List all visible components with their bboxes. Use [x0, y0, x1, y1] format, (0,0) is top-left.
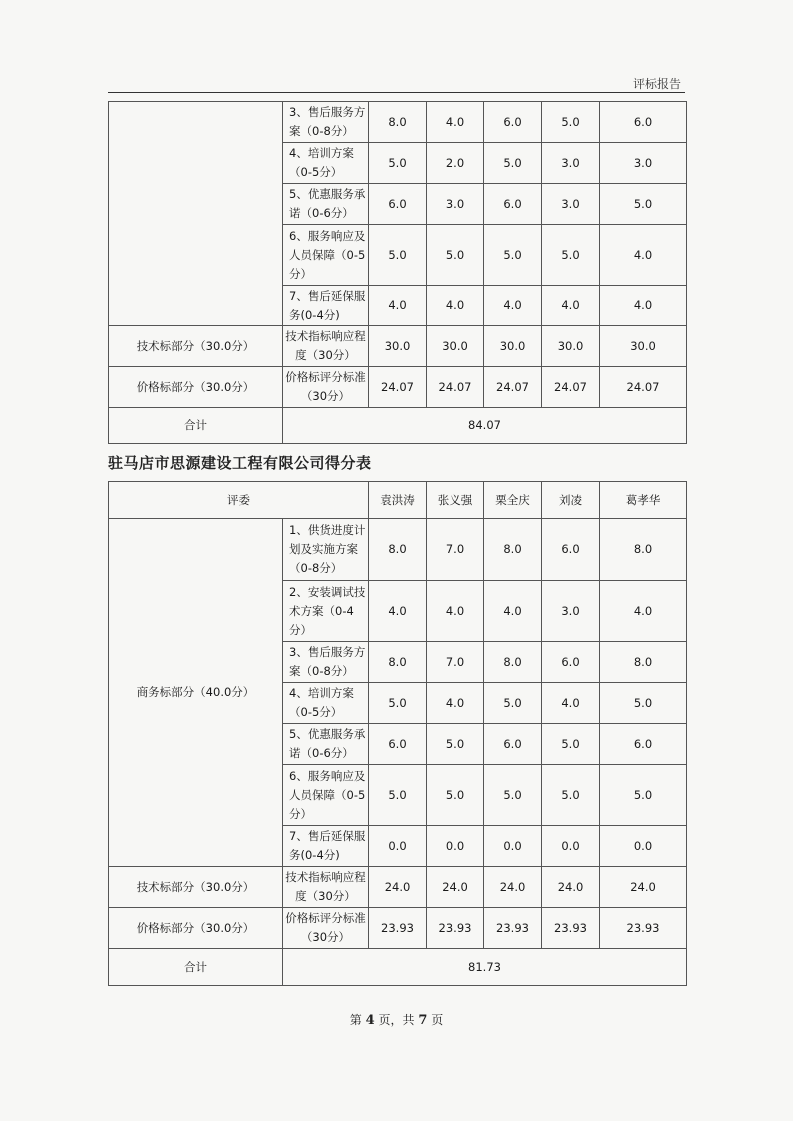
company-score-table	[108, 481, 687, 986]
score-cell: 5.0	[600, 683, 687, 724]
score-cell: 4.0	[542, 286, 600, 326]
score-cell: 24.07	[600, 367, 687, 408]
score-cell: 24.0	[542, 867, 600, 908]
score-cell: 5.0	[484, 143, 542, 184]
score-cell: 0.0	[542, 826, 600, 867]
criterion-cell: 技术指标响应程度（30分）	[283, 326, 369, 367]
score-cell: 4.0	[369, 581, 427, 642]
score-cell: 8.0	[369, 519, 427, 581]
score-cell: 4.0	[600, 225, 687, 286]
score-cell: 5.0	[484, 765, 542, 826]
score-cell: 4.0	[427, 581, 484, 642]
criterion-cell: 技术指标响应程度（30分）	[283, 867, 369, 908]
table-row	[109, 367, 687, 408]
judges-label: 评委	[109, 482, 369, 519]
judge-name: 刘凌	[542, 482, 600, 519]
total-row	[109, 949, 687, 986]
total-label: 合计	[109, 408, 283, 444]
criterion-cell: 价格标评分标准（30分）	[283, 908, 369, 949]
criterion-cell: 3、售后服务方案（0-8分）	[283, 102, 369, 143]
score-cell: 6.0	[369, 184, 427, 225]
section-cell: 价格标部分（30.0分）	[109, 908, 283, 949]
score-cell: 5.0	[600, 765, 687, 826]
table-row	[109, 908, 687, 949]
score-cell: 5.0	[542, 225, 600, 286]
total-value: 84.07	[283, 408, 687, 444]
score-cell: 30.0	[427, 326, 484, 367]
score-cell: 6.0	[542, 642, 600, 683]
score-cell: 3.0	[600, 143, 687, 184]
score-cell: 5.0	[427, 225, 484, 286]
footer-suffix: 页	[431, 1013, 444, 1027]
score-cell: 6.0	[600, 102, 687, 143]
criterion-cell: 5、优惠服务承诺（0-6分）	[283, 724, 369, 765]
criterion-cell: 3、售后服务方案（0-8分）	[283, 642, 369, 683]
criterion-cell: 价格标评分标准（30分）	[283, 367, 369, 408]
score-cell: 4.0	[484, 581, 542, 642]
score-cell: 24.0	[600, 867, 687, 908]
score-cell: 24.0	[484, 867, 542, 908]
section-cell: 商务标部分（40.0分）	[109, 519, 283, 867]
score-cell: 4.0	[427, 286, 484, 326]
score-cell: 4.0	[369, 286, 427, 326]
page-footer	[0, 1011, 793, 1028]
header-row	[109, 482, 687, 519]
score-cell: 24.07	[369, 367, 427, 408]
score-cell: 6.0	[369, 724, 427, 765]
score-table-continued	[108, 101, 687, 444]
score-cell: 24.0	[369, 867, 427, 908]
score-cell: 30.0	[369, 326, 427, 367]
criterion-cell: 7、售后延保服务(0-4分)	[283, 286, 369, 326]
section-cell: 技术标部分（30.0分）	[109, 867, 283, 908]
score-cell: 8.0	[484, 642, 542, 683]
company-score-title: 驻马店市思源建设工程有限公司得分表	[108, 454, 372, 472]
score-cell: 3.0	[542, 581, 600, 642]
score-cell: 23.93	[484, 908, 542, 949]
criterion-cell: 2、安装调试技术方案（0-4分）	[283, 581, 369, 642]
page-total: 7	[418, 1013, 428, 1028]
score-cell: 4.0	[484, 286, 542, 326]
score-cell: 23.93	[600, 908, 687, 949]
score-cell: 0.0	[600, 826, 687, 867]
score-cell: 6.0	[600, 724, 687, 765]
score-cell: 5.0	[542, 724, 600, 765]
judge-name: 葛孝华	[600, 482, 687, 519]
score-cell: 6.0	[484, 184, 542, 225]
table-row	[109, 519, 687, 581]
total-value: 81.73	[283, 949, 687, 986]
score-cell: 23.93	[542, 908, 600, 949]
score-cell: 5.0	[542, 102, 600, 143]
score-cell: 4.0	[600, 286, 687, 326]
score-cell: 5.0	[369, 683, 427, 724]
footer-prefix: 第	[349, 1013, 362, 1027]
score-cell: 3.0	[542, 143, 600, 184]
score-cell: 4.0	[427, 102, 484, 143]
score-cell: 8.0	[369, 642, 427, 683]
score-cell: 30.0	[600, 326, 687, 367]
judge-name: 栗全庆	[484, 482, 542, 519]
score-cell: 24.07	[427, 367, 484, 408]
criterion-cell: 6、服务响应及人员保障（0-5分）	[283, 225, 369, 286]
section-cell	[109, 102, 283, 326]
score-cell: 5.0	[369, 143, 427, 184]
criterion-cell: 6、服务响应及人员保障（0-5分）	[283, 765, 369, 826]
score-cell: 30.0	[542, 326, 600, 367]
score-cell: 5.0	[427, 765, 484, 826]
score-cell: 7.0	[427, 519, 484, 581]
score-cell: 5.0	[369, 765, 427, 826]
criterion-cell: 1、供货进度计划及实施方案（0-8分）	[283, 519, 369, 581]
score-cell: 4.0	[600, 581, 687, 642]
score-cell: 7.0	[427, 642, 484, 683]
report-title: 评标报告	[632, 77, 681, 91]
score-cell: 8.0	[600, 642, 687, 683]
score-cell: 3.0	[427, 184, 484, 225]
section-cell: 价格标部分（30.0分）	[109, 367, 283, 408]
score-cell: 23.93	[369, 908, 427, 949]
criterion-cell: 5、优惠服务承诺（0-6分）	[283, 184, 369, 225]
judge-name: 袁洪涛	[369, 482, 427, 519]
score-cell: 24.07	[542, 367, 600, 408]
table-row	[109, 326, 687, 367]
score-cell: 24.0	[427, 867, 484, 908]
total-row	[109, 408, 687, 444]
table-row	[109, 102, 687, 143]
score-cell: 6.0	[484, 102, 542, 143]
score-cell: 0.0	[484, 826, 542, 867]
score-cell: 5.0	[542, 765, 600, 826]
page-number: 4	[365, 1013, 375, 1028]
criterion-cell: 7、售后延保服务(0-4分)	[283, 826, 369, 867]
score-cell: 5.0	[484, 683, 542, 724]
score-cell: 5.0	[369, 225, 427, 286]
score-cell: 30.0	[484, 326, 542, 367]
score-cell: 5.0	[427, 724, 484, 765]
criterion-cell: 4、培训方案（0-5分）	[283, 683, 369, 724]
score-cell: 6.0	[484, 724, 542, 765]
score-cell: 8.0	[369, 102, 427, 143]
criterion-cell: 4、培训方案（0-5分）	[283, 143, 369, 184]
score-cell: 4.0	[542, 683, 600, 724]
score-cell: 8.0	[600, 519, 687, 581]
score-cell: 4.0	[427, 683, 484, 724]
score-cell: 8.0	[484, 519, 542, 581]
score-cell: 3.0	[542, 184, 600, 225]
page-header	[108, 72, 685, 93]
score-cell: 24.07	[484, 367, 542, 408]
section-cell: 技术标部分（30.0分）	[109, 326, 283, 367]
judge-name: 张义强	[427, 482, 484, 519]
score-cell: 5.0	[600, 184, 687, 225]
score-cell: 2.0	[427, 143, 484, 184]
footer-mid: 页，共	[378, 1013, 415, 1027]
score-cell: 23.93	[427, 908, 484, 949]
total-label: 合计	[109, 949, 283, 986]
score-cell: 0.0	[369, 826, 427, 867]
score-cell: 6.0	[542, 519, 600, 581]
table-row	[109, 867, 687, 908]
score-cell: 0.0	[427, 826, 484, 867]
score-cell: 5.0	[484, 225, 542, 286]
